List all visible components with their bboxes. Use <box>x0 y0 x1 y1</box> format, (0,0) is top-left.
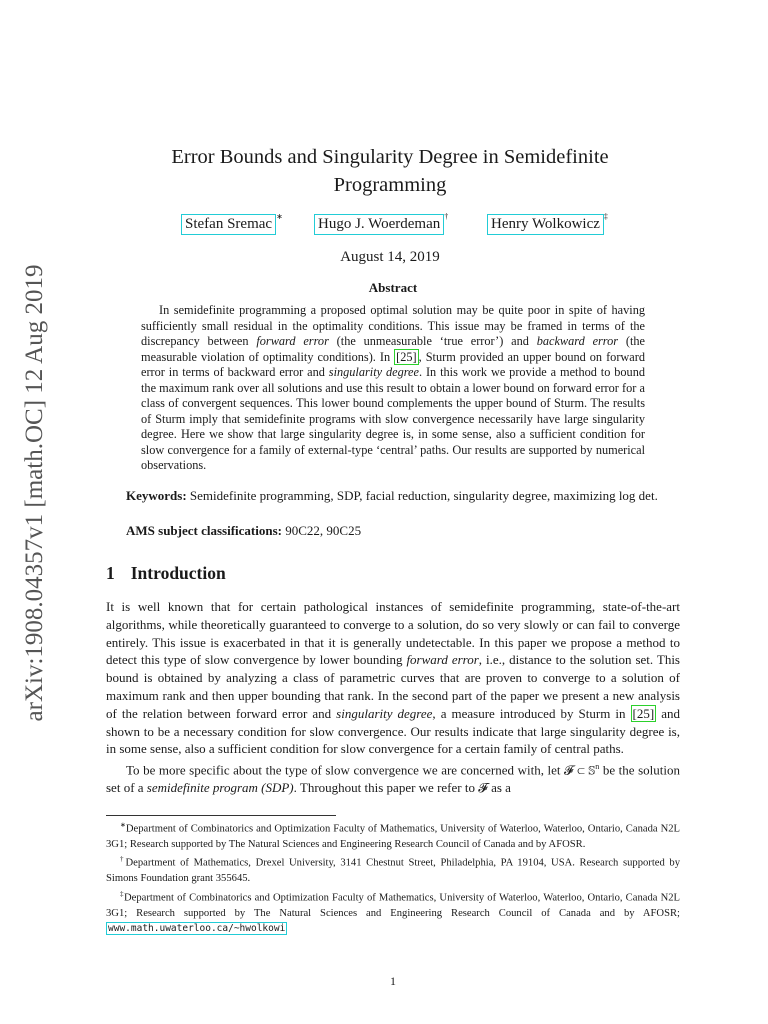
footnote-mark: † <box>120 855 126 864</box>
author-link[interactable]: Henry Wolkowicz <box>487 214 604 235</box>
citation-link[interactable]: [25] <box>632 705 655 721</box>
ams-classifications <box>126 522 666 540</box>
section-number: 1 <box>106 563 115 583</box>
title-line-2: Programming <box>333 174 447 196</box>
footnote <box>106 887 680 937</box>
text-span: , i.e., distance to the solution set. This bound is obtained by analyzing a class of parametric curves that are proven to converge to a solution of maximum rank and then upper bounding that rank. In the second part of the paper we present a new analysis of the relation between forward error and <box>106 652 680 721</box>
footnote-mark: ‡ <box>603 212 608 221</box>
footnote-text: Department of Combinatorics and Optimization Faculty of Mathematics, University of Waterloo, Waterloo, Ontario, Canada N2L 3G1; Research supported by The Natural Sciences and Engineering Research Council of Canada and by AFOSR. <box>106 823 680 850</box>
section-title: Introduction <box>130 563 226 583</box>
footnote-mark: ∗ <box>120 821 126 829</box>
footnote-text: Department of Combinatorics and Optimization Faculty of Mathematics, University of Waterloo, Waterloo, Ontario, Canada N2L 3G1; Research supported by The Natural Sciences and Engineering Research Council of Canada and by AFOSR; <box>106 892 680 919</box>
footnote-mark: † <box>444 212 449 221</box>
arxiv-identifier: arXiv:1908.04357v1 [math.OC] 12 Aug 2019 <box>21 264 48 722</box>
footnote-divider <box>106 815 336 816</box>
abstract-span: . In this work we provide a method to bound the maximum rank over all solutions and use this result to obtain a lower bound on forward error for a class of convergent sequences. This lower bound complements the upper bound of Sturm. The results of Sturm imply that semidefinite programs with slow convergence necessarily have large singularity degree. Here we show that large singularity degree is, in some sense, also a sufficient condition for slow convergence for a family of external-type ‘central’ paths. Our results are supported by numerical observations. <box>141 365 646 472</box>
paper-date: August 14, 2019 <box>340 249 440 265</box>
author-list <box>0 214 768 240</box>
paragraph <box>106 758 680 797</box>
text-span: . Throughout this paper we refer to 𝓕 as a <box>293 780 511 796</box>
introduction-body <box>106 598 680 797</box>
paragraph <box>106 598 680 758</box>
page-number: 1 <box>390 974 396 988</box>
abstract-text <box>141 303 645 474</box>
term-sdp: semidefinite program (SDP) <box>146 780 294 796</box>
keywords-text: Semidefinite programming, SDP, facial reduction, singularity degree, maximizing log det. <box>186 488 658 503</box>
text-span: and shown to be a necessary condition for slow convergence. Our results indicate that large singularity degree is, in some sense, also a sufficient condition for slow convergence for a certain family of central paths. <box>106 705 680 757</box>
ams-label: AMS subject classifications: <box>126 523 282 538</box>
keywords-label: Keywords: <box>126 488 187 503</box>
footnote-mark: ‡ <box>120 889 124 898</box>
ams-text: 90C22, 90C25 <box>282 523 362 538</box>
abstract-span: (the measurable violation of optimality conditions). In <box>141 334 646 364</box>
term-singularity-degree: singularity degree <box>336 705 433 721</box>
abstract-heading: Abstract <box>368 280 418 295</box>
footnote <box>106 818 680 852</box>
abstract-span: (the unmeasurable ‘true error’) and <box>328 334 537 348</box>
keywords <box>106 487 680 505</box>
author-link[interactable]: Stefan Sremac <box>181 214 276 235</box>
section-heading <box>106 563 226 584</box>
abstract-span: In semidefinite programming a proposed optimal solution may be quite poor in spite of having sufficiently small residual in the optimality conditions. This issue may be framed in terms of the discrepancy between <box>141 303 645 348</box>
footnote <box>106 852 680 886</box>
text-span: To be more specific about the type of slow convergence we are concerned with, let 𝓕 ⊂ 𝕊 <box>126 762 596 778</box>
author-wolkowicz[interactable] <box>487 214 608 235</box>
footnote-text: Department of Mathematics, Drexel University, 3141 Chestnut Street, Philadelphia, PA 19104, USA. Research supported by Simons Foundation grant 355645. <box>106 857 680 885</box>
text-span: , a measure introduced by Sturm in <box>432 705 631 721</box>
footnote-mark: ∗ <box>276 212 283 221</box>
footnotes <box>106 818 680 936</box>
author-woerdeman[interactable] <box>314 214 448 235</box>
term-forward-error: forward error <box>256 334 329 348</box>
homepage-link[interactable]: www.math.uwaterloo.ca/~hwolkowi <box>108 923 286 935</box>
superscript: n <box>595 762 600 772</box>
term-backward-error: backward error <box>536 334 619 348</box>
term-singularity-degree: singularity degree <box>328 365 419 379</box>
abstract-span: , Sturm provided an upper bound on forward error in terms of backward error and <box>141 349 645 379</box>
term-forward-error: forward error <box>406 652 479 668</box>
text-span: be the solution set of a <box>106 762 680 796</box>
paper-title <box>130 143 650 199</box>
author-link[interactable]: Hugo J. Woerdeman <box>314 214 444 235</box>
author-sremac[interactable] <box>181 214 283 235</box>
title-line-1: Error Bounds and Singularity Degree in Semidefinite <box>171 146 609 168</box>
citation-link[interactable]: [25] <box>396 349 417 364</box>
text-span: It is well known that for certain pathological instances of semidefinite programming, state-of-the-art algorithms, while theoretically guaranteed to converge to a solution, do so very slowly or can fail to converge entirely. This issue is exacerbated in that it is generally undetectable. In this paper we propose a method to detect this type of slow convergence by lower bounding <box>106 599 680 668</box>
